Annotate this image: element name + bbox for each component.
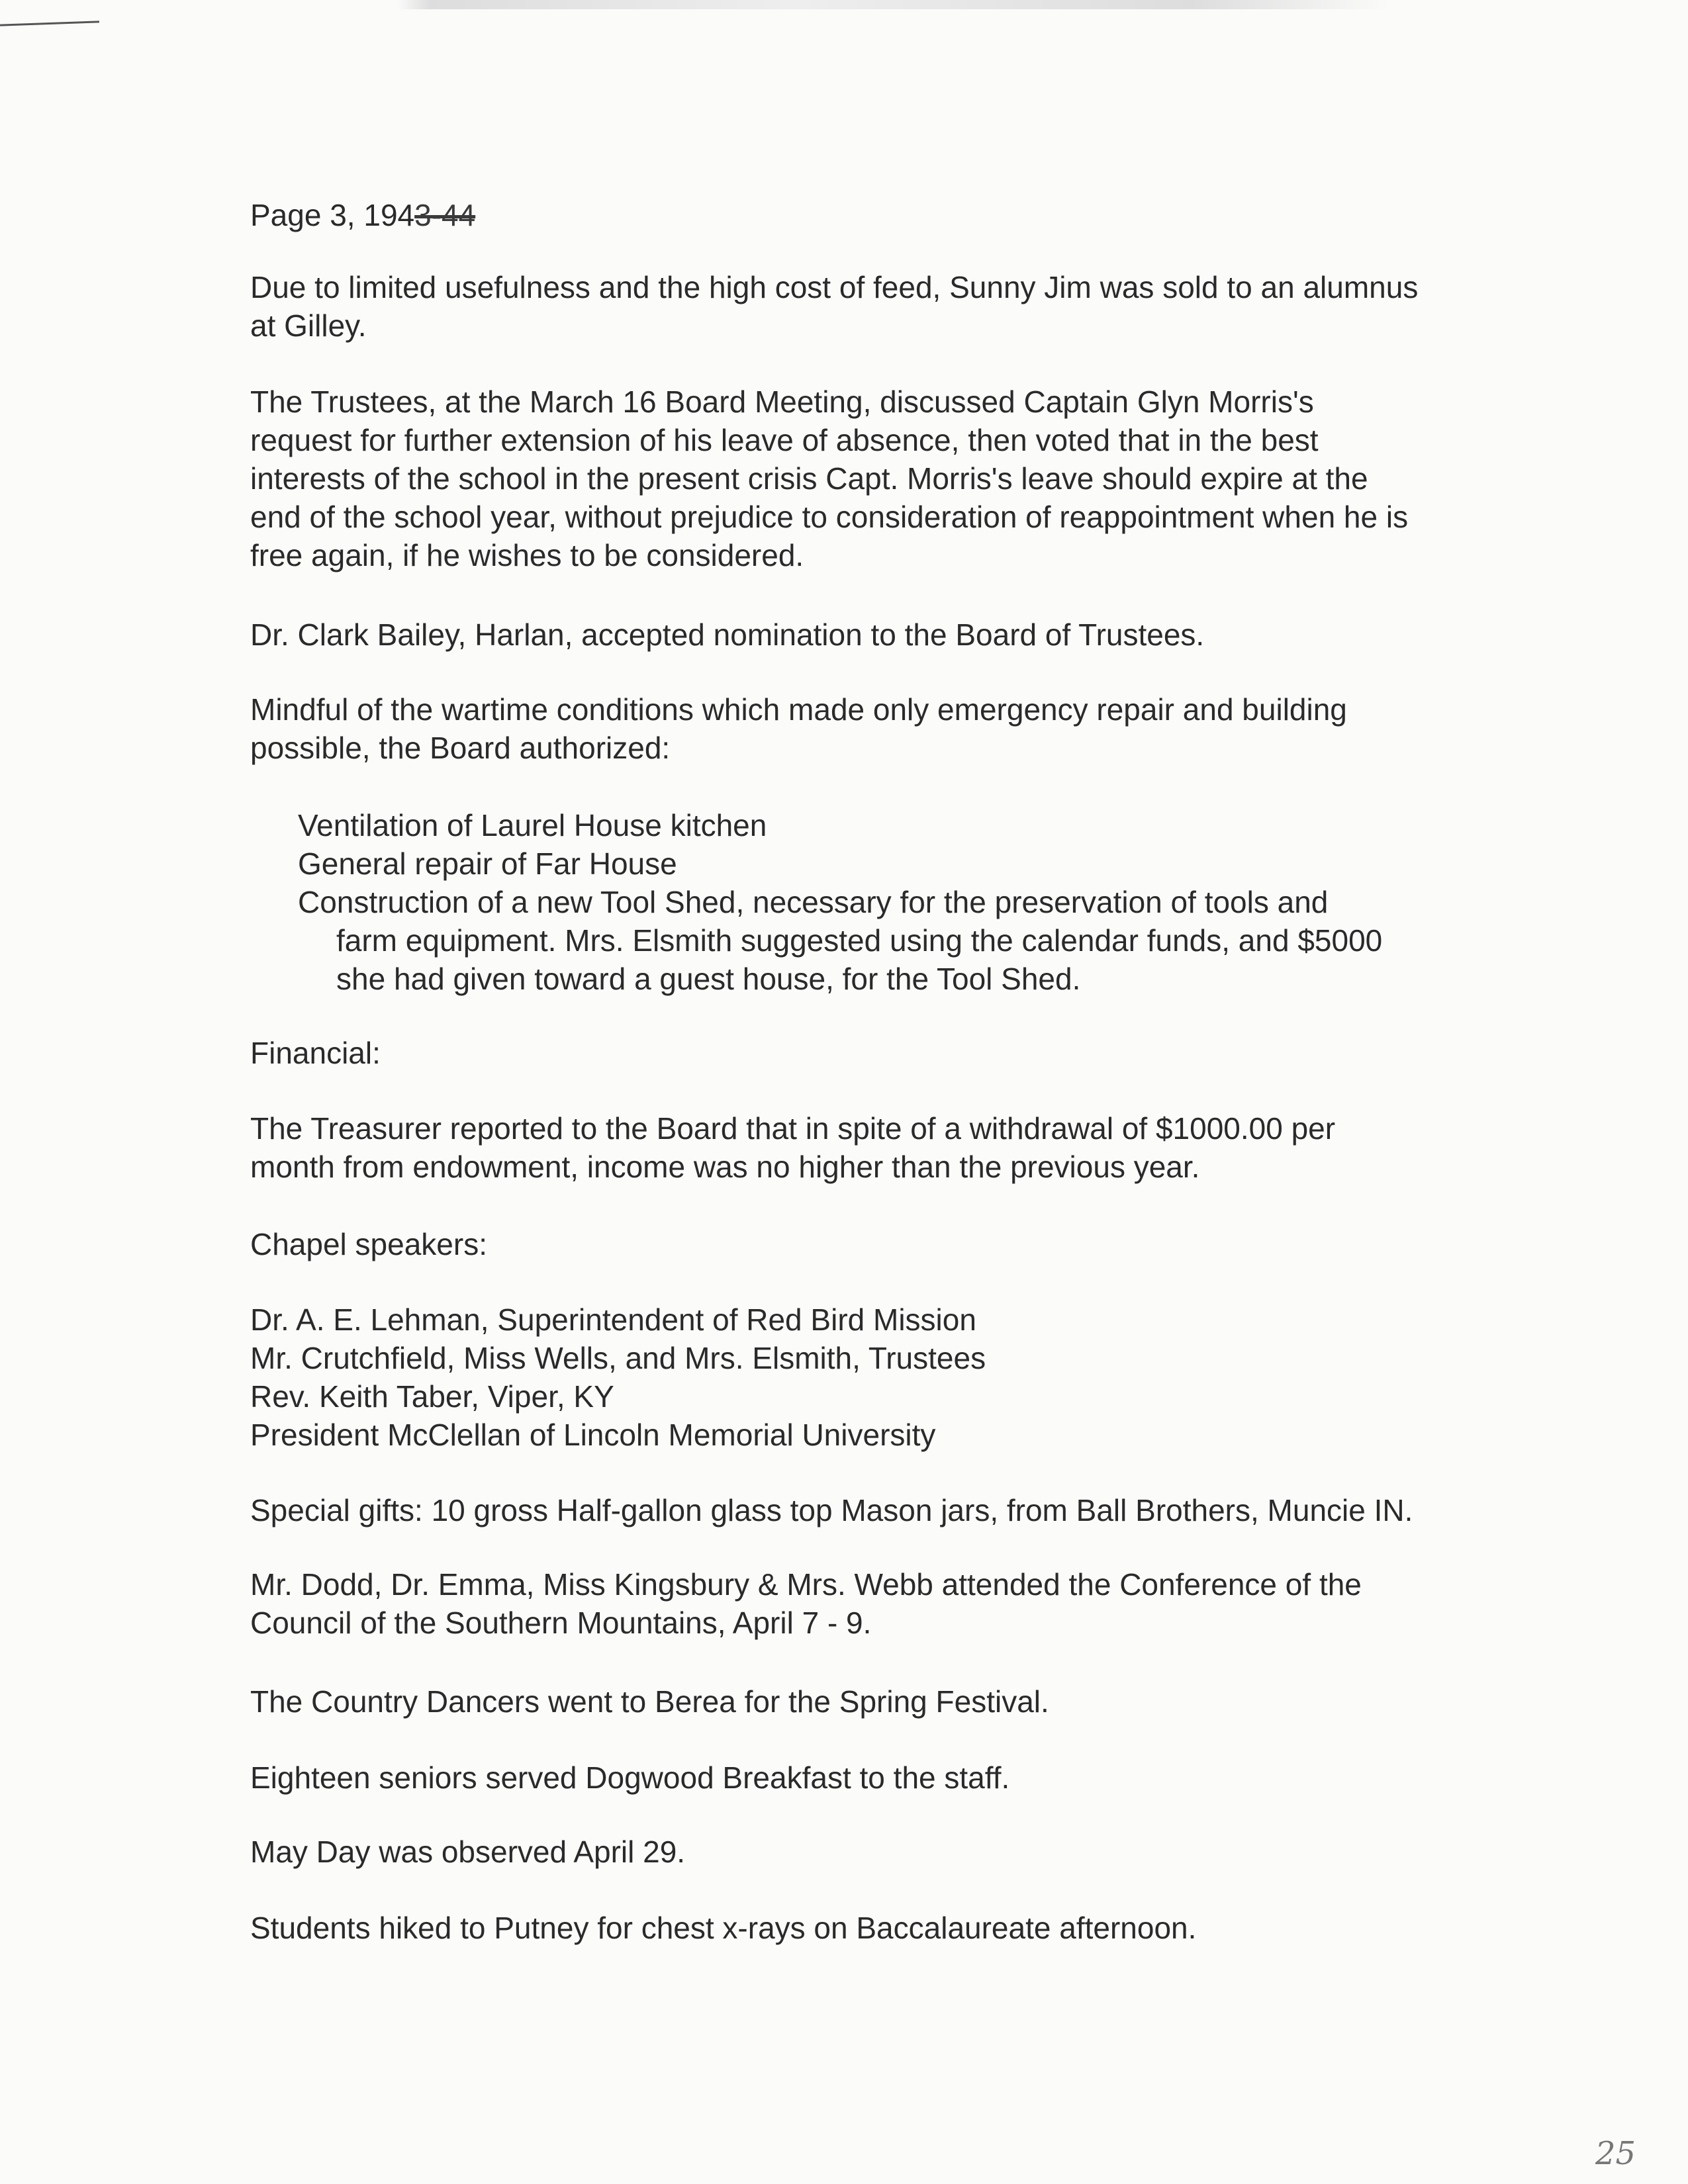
list-item: Construction of a new Tool Shed, necessary for the preservation of tools and — [298, 885, 1329, 919]
text-line: at Gilley. — [250, 308, 367, 343]
paragraph-gifts — [250, 1491, 1574, 1529]
paragraph-financial — [250, 1109, 1574, 1186]
text-line: Financial: — [250, 1036, 381, 1070]
paragraph-dancers — [250, 1682, 1574, 1721]
paragraph-mayday — [250, 1833, 1574, 1871]
text-line: The Country Dancers went to Berea for the Spring Festival. — [250, 1684, 1049, 1719]
paragraph-breakfast — [250, 1758, 1574, 1797]
handwritten-page-number: 25 — [1595, 2135, 1636, 2172]
paragraph-bailey — [250, 615, 1574, 654]
scan-artifact — [0, 0, 1688, 9]
list-item: President McClellan of Lincoln Memorial University — [250, 1418, 936, 1452]
text-line: Students hiked to Putney for chest x-rays on Baccalaureate afternoon. — [250, 1911, 1197, 1945]
text-line: May Day was observed April 29. — [250, 1835, 686, 1869]
text-line: request for further extension of his leave of absence, then voted that in the best — [250, 423, 1319, 457]
text-line: free again, if he wishes to be considered. — [250, 538, 804, 572]
scan-mark — [0, 21, 99, 26]
list-item-continuation: farm equipment. Mrs. Elsmith suggested using the calendar funds, and $5000 — [336, 923, 1383, 958]
header-label: Page 3, 194 — [250, 198, 415, 232]
paragraph-sunny-jim — [250, 268, 1574, 345]
list-item: Rev. Keith Taber, Viper, KY — [250, 1379, 614, 1414]
speakers-list — [250, 1300, 1574, 1454]
struck-year: 3-44 — [414, 198, 476, 232]
text-line: Due to limited usefulness and the high cost of feed, Sunny Jim was sold to an alumnus — [250, 270, 1419, 304]
text-line: Special gifts: 10 gross Half-gallon glass top Mason jars, from Ball Brothers, Muncie IN. — [250, 1493, 1413, 1527]
text-line: Mindful of the wartime conditions which made only emergency repair and building — [250, 692, 1347, 727]
text-line: Mr. Dodd, Dr. Emma, Miss Kingsbury & Mrs. Webb attended the Conference of the — [250, 1567, 1362, 1602]
text-line: end of the school year, without prejudice to consideration of reappointment when he is — [250, 500, 1409, 534]
text-line: Chapel speakers: — [250, 1227, 487, 1261]
list-item: Ventilation of Laurel House kitchen — [298, 808, 767, 842]
text-line: interests of the school in the present crisis Capt. Morris's leave should expire at the — [250, 461, 1368, 496]
paragraph-mindful — [250, 690, 1574, 767]
list-item: General repair of Far House — [298, 846, 677, 881]
text-line: Dr. Clark Bailey, Harlan, accepted nomination to the Board of Trustees. — [250, 617, 1205, 652]
list-item-continuation: she had given toward a guest house, for the Tool Shed. — [336, 962, 1081, 996]
paragraph-trustees — [250, 383, 1574, 574]
text-line: Eighteen seniors served Dogwood Breakfast to the staff. — [250, 1760, 1010, 1795]
text-line: Council of the Southern Mountains, April 7 - 9. — [250, 1606, 872, 1640]
text-line: The Treasurer reported to the Board that in spite of a withdrawal of $1000.00 per — [250, 1111, 1336, 1146]
paragraph-xrays — [250, 1909, 1574, 1947]
list-item: Mr. Crutchfield, Miss Wells, and Mrs. Elsmith, Trustees — [250, 1341, 986, 1375]
page-header — [250, 196, 1574, 234]
text-line: The Trustees, at the March 16 Board Meeting, discussed Captain Glyn Morris's — [250, 385, 1314, 419]
paragraph-conference — [250, 1565, 1574, 1642]
financial-heading — [250, 1034, 1574, 1072]
text-line: month from endowment, income was no higher than the previous year. — [250, 1150, 1200, 1184]
text-line: possible, the Board authorized: — [250, 731, 671, 765]
authorized-list — [298, 806, 1622, 998]
chapel-heading — [250, 1225, 1574, 1263]
list-item: Dr. A. E. Lehman, Superintendent of Red Bird Mission — [250, 1302, 976, 1337]
